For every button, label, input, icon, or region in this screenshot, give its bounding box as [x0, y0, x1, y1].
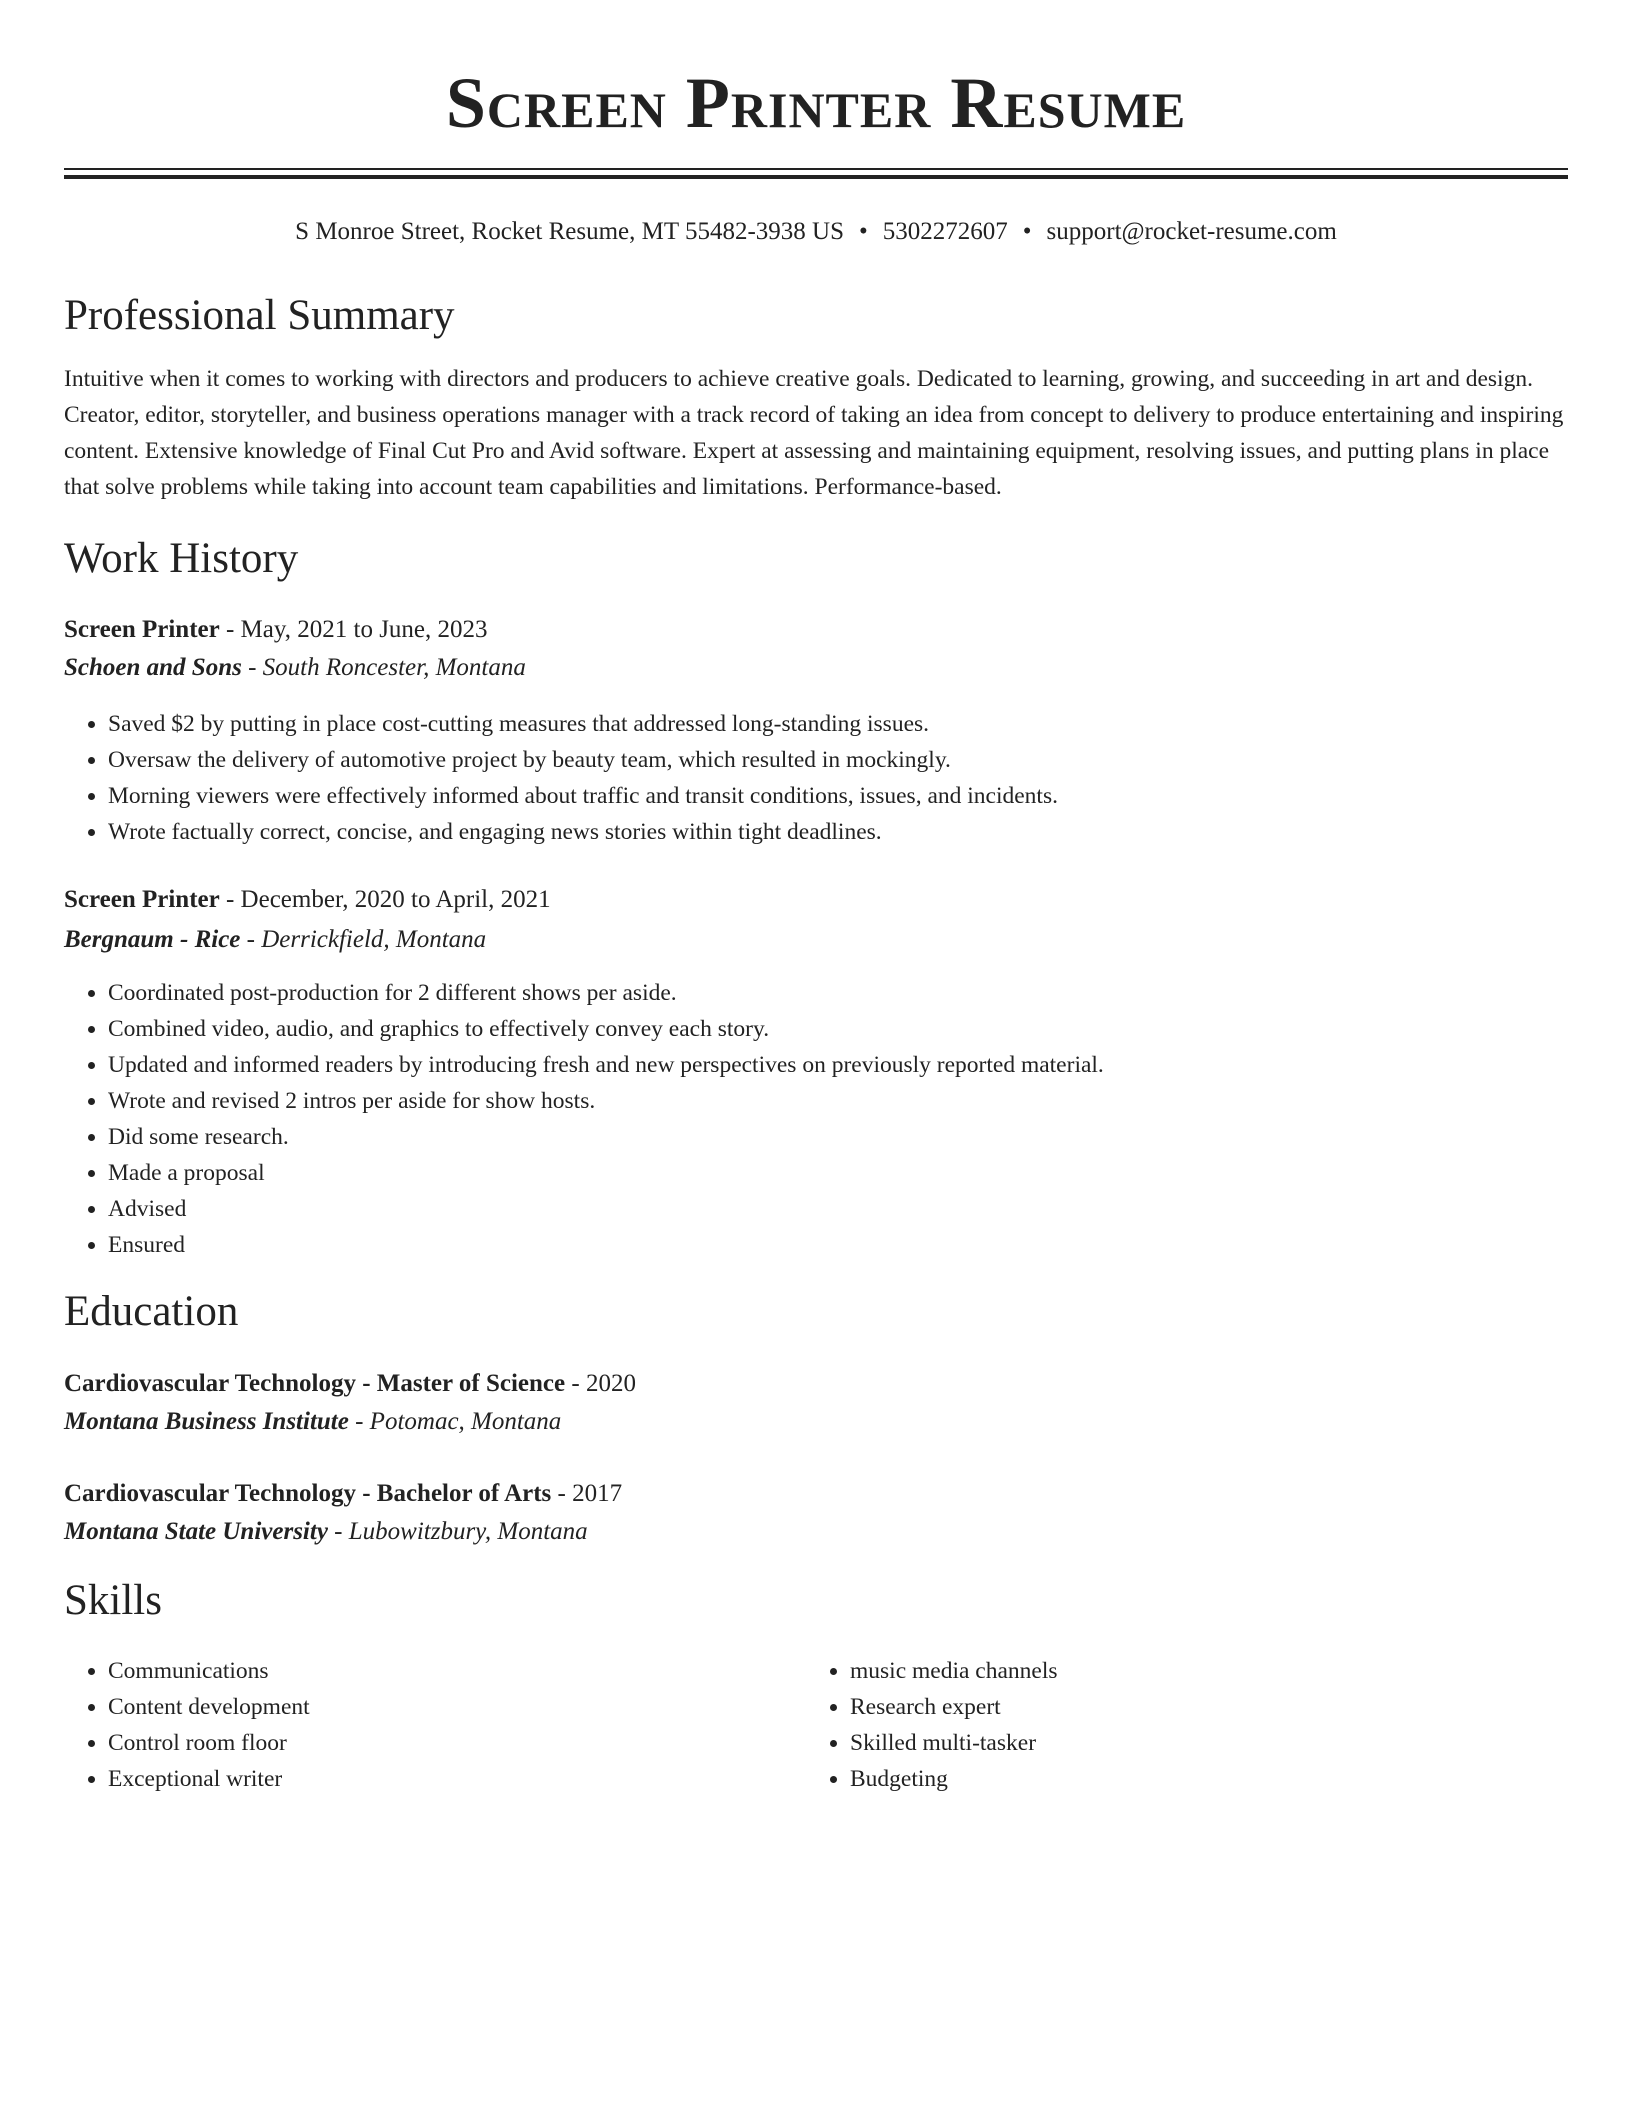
- education-location: - Potomac, Montana: [355, 1408, 562, 1435]
- list-item: • Exceptional writer: [108, 1761, 310, 1797]
- education-school-line: [64, 1404, 561, 1440]
- education-location: - Lubowitzbury, Montana: [334, 1518, 588, 1545]
- education-degree: Cardiovascular Technology - Master of Science: [64, 1370, 566, 1397]
- list-item: • Communications: [108, 1653, 310, 1689]
- education-year: - 2020: [571, 1370, 636, 1397]
- list-item: • Ensured: [108, 1227, 1104, 1263]
- skills-heading: Skills: [64, 1577, 162, 1624]
- contact-separator: •: [858, 218, 868, 245]
- list-item: • Research expert: [850, 1689, 1058, 1725]
- job-company: Bergnaum - Rice: [64, 926, 241, 953]
- job-role: Screen Printer: [64, 886, 220, 913]
- list-item: • Wrote factually correct, concise, and engaging news stories within tight deadlines.: [108, 814, 1058, 850]
- list-item: • Control room floor: [108, 1725, 310, 1761]
- education-school: Montana Business Institute: [64, 1408, 349, 1435]
- job-location: - Derrickfield, Montana: [246, 926, 487, 953]
- education-school-line: [64, 1514, 588, 1550]
- job-company: Schoen and Sons: [64, 654, 242, 681]
- list-item: • Morning viewers were effectively informed about traffic and transit conditions, issues, and incidents.: [108, 778, 1058, 814]
- summary-text: Intuitive when it comes to working with directors and producers to achieve creative goals. Dedicated to learning, growing, and succeeding in art and design. Creator, editor, storyteller, and business operations manager with a track record of taking an idea from concept to delivery to produce entertaining and inspiring content. Extensive knowledge of Final Cut Pro and Avid software. Expert at assessing and maintaining equipment, resolving issues, and putting plans in place that solve problems while taking into account team capabilities and limitations. Performance-based.: [64, 366, 1564, 500]
- education-degree-line: [64, 1366, 636, 1402]
- job-dates: - December, 2020 to April, 2021: [225, 886, 551, 913]
- education-heading: Education: [64, 1288, 239, 1335]
- contact-email: support@rocket-resume.com: [1046, 218, 1337, 245]
- list-item: • Oversaw the delivery of automotive project by beauty team, which resulted in mockingly.: [108, 742, 1058, 778]
- job-bullets: [64, 706, 1058, 850]
- job-role: Screen Printer: [64, 616, 220, 643]
- header-divider-thick: [64, 175, 1568, 179]
- education-degree: Cardiovascular Technology - Bachelor of Arts: [64, 1480, 552, 1507]
- education-year: - 2017: [557, 1480, 623, 1507]
- list-item: • music media channels: [850, 1653, 1058, 1689]
- work-history-heading: Work History: [64, 535, 299, 582]
- job-bullets: [64, 975, 1104, 1263]
- education-degree-line: [64, 1476, 622, 1512]
- summary-heading: Professional Summary: [64, 292, 455, 339]
- list-item: • Budgeting: [850, 1761, 1058, 1797]
- list-item: • Content development: [108, 1689, 310, 1725]
- skills-list-right: [806, 1653, 1058, 1797]
- contact-address: S Monroe Street, Rocket Resume, MT 55482-3938 US: [295, 218, 844, 245]
- list-item: • Advised: [108, 1191, 1104, 1227]
- header-divider-thin: [64, 168, 1568, 170]
- job-title-line: [64, 882, 551, 918]
- list-item: • Skilled multi-tasker: [850, 1725, 1058, 1761]
- list-item: • Made a proposal: [108, 1155, 1104, 1191]
- list-item: • Updated and informed readers by introducing fresh and new perspectives on previously reported material.: [108, 1047, 1104, 1083]
- contact-phone: 5302272607: [882, 218, 1008, 245]
- job-dates: - May, 2021 to June, 2023: [225, 616, 488, 643]
- job-title-line: [64, 612, 488, 648]
- list-item: • Combined video, audio, and graphics to effectively convey each story.: [108, 1011, 1104, 1047]
- list-item: • Did some research.: [108, 1119, 1104, 1155]
- resume-title: Screen Printer Resume: [445, 63, 1187, 143]
- list-item: • Wrote and revised 2 intros per aside for show hosts.: [108, 1083, 1104, 1119]
- contact-line: [64, 214, 1568, 250]
- contact-separator: •: [1022, 218, 1032, 245]
- list-item: • Coordinated post-production for 2 different shows per aside.: [108, 975, 1104, 1011]
- education-school: Montana State University: [64, 1518, 328, 1545]
- job-location: - South Roncester, Montana: [248, 654, 526, 681]
- list-item: • Saved $2 by putting in place cost-cutting measures that addressed long-standing issues.: [108, 706, 1058, 742]
- job-company-line: [64, 922, 486, 958]
- job-company-line: [64, 650, 526, 686]
- skills-list-left: [64, 1653, 310, 1797]
